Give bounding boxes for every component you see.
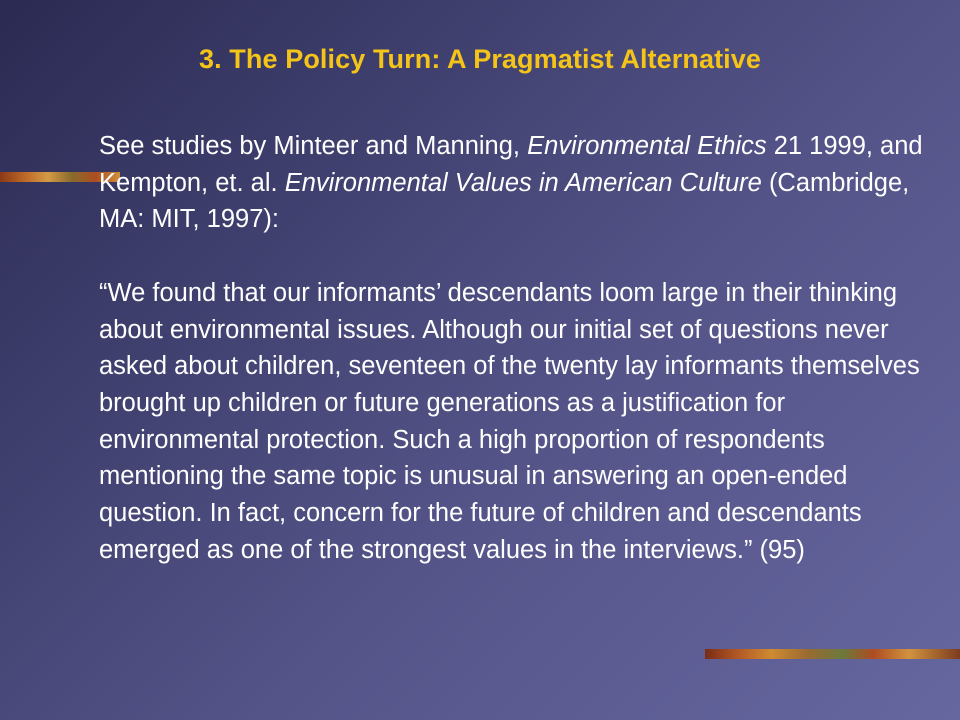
slide-title: 3. The Policy Turn: A Pragmatist Alternative bbox=[198, 44, 762, 74]
book-title: Environmental Values in American Culture bbox=[284, 168, 762, 197]
journal-title: Environmental Ethics bbox=[527, 132, 767, 160]
reference-text: (Cambridge, MA: MIT, 1997): bbox=[99, 168, 910, 234]
reference-text: See studies by Minteer and Manning, bbox=[99, 132, 528, 160]
decorative-stripe-bottom bbox=[705, 649, 960, 659]
reference-text: 21 1999, and Kempton, et. al. bbox=[99, 132, 923, 197]
reference-paragraph bbox=[99, 128, 941, 238]
slide-body bbox=[99, 128, 941, 568]
paragraph-gap bbox=[99, 238, 941, 275]
quote-paragraph: “We found that our informants’ descendants loom large in their thinking about environmental issues. Although our initial set of questions never asked about children, seventeen of the twenty lay informants themselves brought up children or future generations as a justification for environmental protection. Such a high proportion of respondents mentioning the same topic is unusual in answering an open-ended question. In fact, concern for the future of children and descendants emerged as one of the strongest values in the interviews.” (95) bbox=[99, 278, 920, 564]
